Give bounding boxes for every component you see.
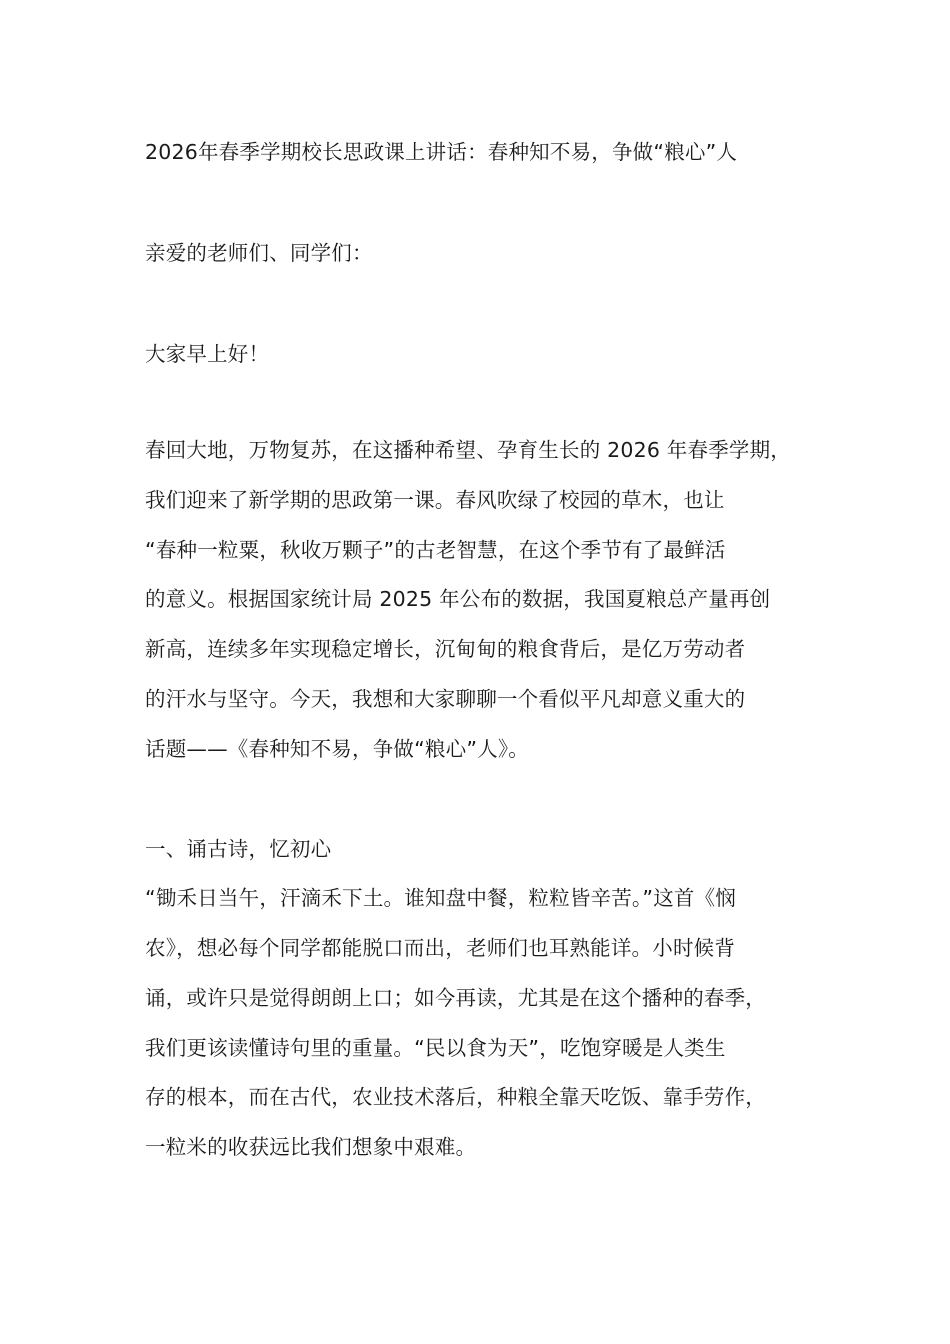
paragraph-line: 一粒米的收获远比我们想象中艰难。: [145, 1135, 477, 1159]
paragraph-line: 我们更该读懂诗句里的重量。“民以食为天”，吃饱穿暖是人类生: [145, 1036, 726, 1060]
paragraph-line: 的意义。根据国家统计局 2025 年公布的数据，我国夏粮总产量再创: [145, 587, 771, 611]
paragraph-line: 我们迎来了新学期的思政第一课。春风吹绿了校园的草木，也让: [145, 488, 725, 512]
document-title: 2026年春季学期校长思政课上讲话：春种知不易，争做“粮心”人: [145, 140, 738, 164]
paragraph-line: 的汗水与坚守。今天，我想和大家聊聊一个看似平凡却意义重大的: [145, 687, 746, 711]
paragraph-line: 春回大地，万物复苏，在这播种希望、孕育生长的 2026 年春季学期，: [145, 438, 792, 462]
salute: 大家早上好！: [145, 342, 270, 366]
paragraph-line: 新高，连续多年实现稳定增长，沉甸甸的粮食背后，是亿万劳动者: [145, 637, 746, 661]
paragraph-line: “春种一粒粟，秋收万颗子”的古老智慧，在这个季节有了最鲜活: [145, 538, 726, 562]
greeting: 亲爱的老师们、同学们：: [145, 241, 373, 265]
section-heading: 一、诵古诗，忆初心: [145, 837, 332, 861]
paragraph-line: 存的根本，而在古代，农业技术落后，种粮全靠天吃饭、靠手劳作，: [145, 1085, 766, 1109]
paragraph-line: 农》，想必每个同学都能脱口而出，老师们也耳熟能详。小时候背: [145, 936, 736, 960]
paragraph-line: 诵，或许只是觉得朗朗上口；如今再读，尤其是在这个播种的春季，: [145, 986, 766, 1010]
paragraph-line: 话题——《春种知不易，争做“粮心”人》。: [145, 737, 529, 761]
paragraph-line: “锄禾日当午，汗滴禾下土。谁知盘中餐，粒粒皆辛苦。”这首《悯: [145, 886, 736, 910]
